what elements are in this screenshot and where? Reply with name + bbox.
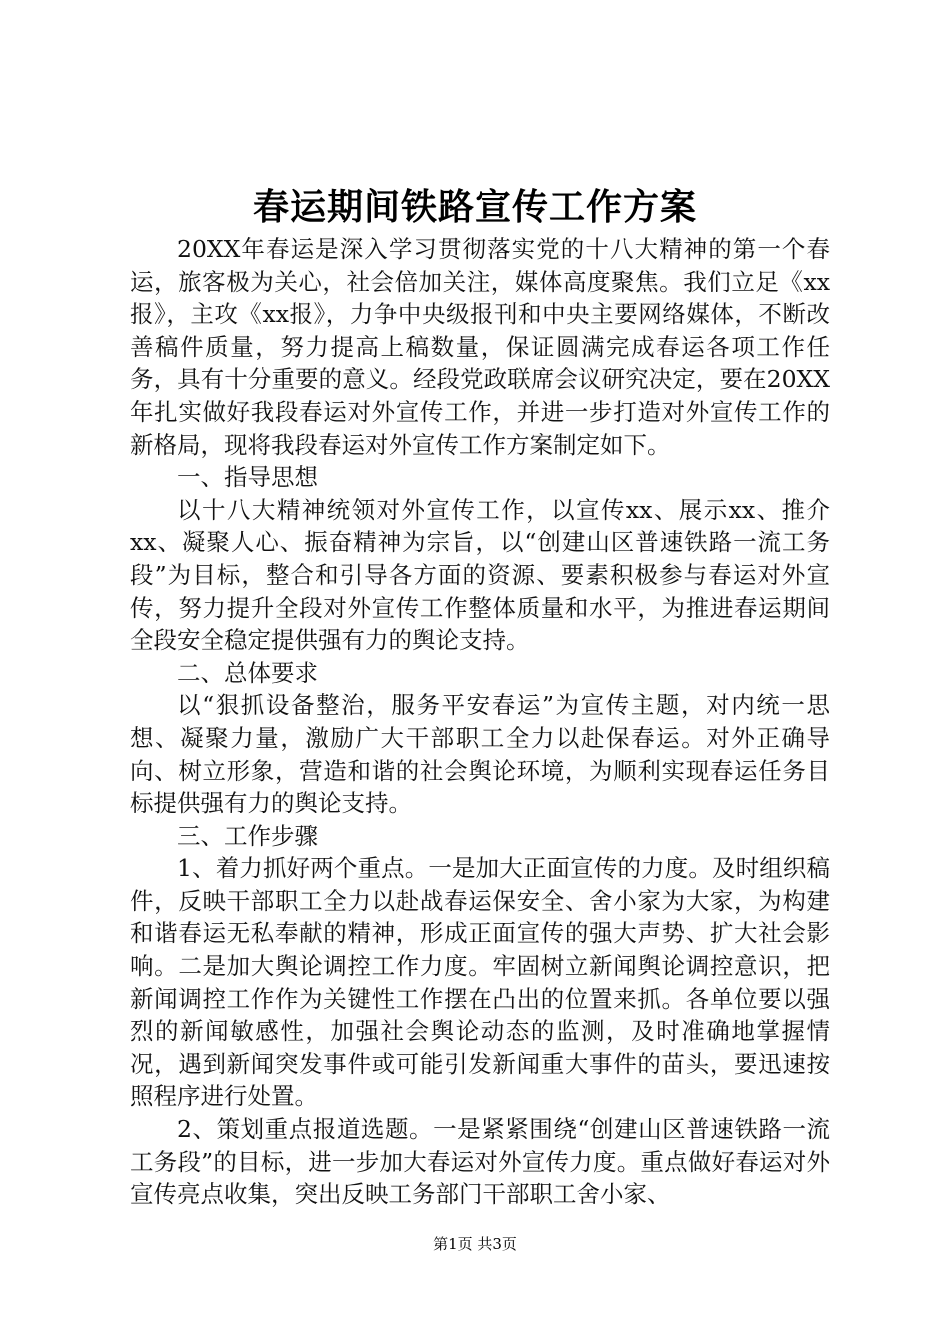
general-requirements-paragraph: 以“狠抓设备整治，服务平安春运”为宣传主题，对内统一思想、凝聚力量，激励广大干部职工全力以赴保春运。对外正确导向、树立形象，营造和谐的社会舆论环境，为顺利实现春运任务目标提供强有力的舆论支持。 [130, 691, 830, 818]
guiding-thought-paragraph: 以十八大精神统领对外宣传工作，以宣传xx、展示xx、推介xx、凝聚人心、振奋精神为宗旨，以“创建山区普速铁路一流工务段”为目标，整合和引导各方面的资源、要素积极参与春运对外宣传，努力提升全段对外宣传工作整体质量和水平，为推进春运期间全段安全稳定提供强有力的舆论支持。 [130, 495, 830, 655]
work-step-2-paragraph: 2、策划重点报道选题。一是紧紧围绕“创建山区普速铁路一流工务段”的目标，进一步加大春运对外宣传力度。重点做好春运对外宣传亮点收集，突出反映工务部门干部职工舍小家、 [130, 1115, 830, 1209]
section-heading-general-requirements: 二、总体要求 [177, 658, 318, 687]
document-body [130, 233, 830, 1211]
document-title: 春运期间铁路宣传工作方案 [252, 186, 697, 228]
intro-paragraph: 20XX年春运是深入学习贯彻落实党的十八大精神的第一个春运，旅客极为关心，社会倍加关注，媒体高度聚焦。我们立足《xx报》，主攻《xx报》，力争中央级报刊和中央主要网络媒体，不断改善稿件质量，努力提高上稿数量，保证圆满完成春运各项工作任务，具有十分重要的意义。经段党政联席会议研究决定，要在20XX年扎实做好我段春运对外宣传工作，并进一步打造对外宣传工作的新格局，现将我段春运对外宣传工作方案制定如下。 [130, 235, 830, 459]
section-heading-guiding-thought: 一、指导思想 [177, 463, 318, 492]
work-step-1-paragraph: 1、着力抓好两个重点。一是加大正面宣传的力度。及时组织稿件，反映干部职工全力以赴战春运保安全、舍小家为大家，为构建和谐春运无私奉献的精神，形成正面宣传的强大声势、扩大社会影响。二是加大舆论调控工作力度。牢固树立新闻舆论调控意识，把新闻调控工作作为关键性工作摆在凸出的位置来抓。各单位要以强烈的新闻敏感性，加强社会舆论动态的监测，及时准确地掌握情况，遇到新闻突发事件或可能引发新闻重大事件的苗头，要迅速按照程序进行处置。 [130, 854, 830, 1111]
section-heading-work-steps: 三、工作步骤 [177, 821, 318, 850]
page-number-footer: 第1页 共3页 [433, 1235, 517, 1253]
